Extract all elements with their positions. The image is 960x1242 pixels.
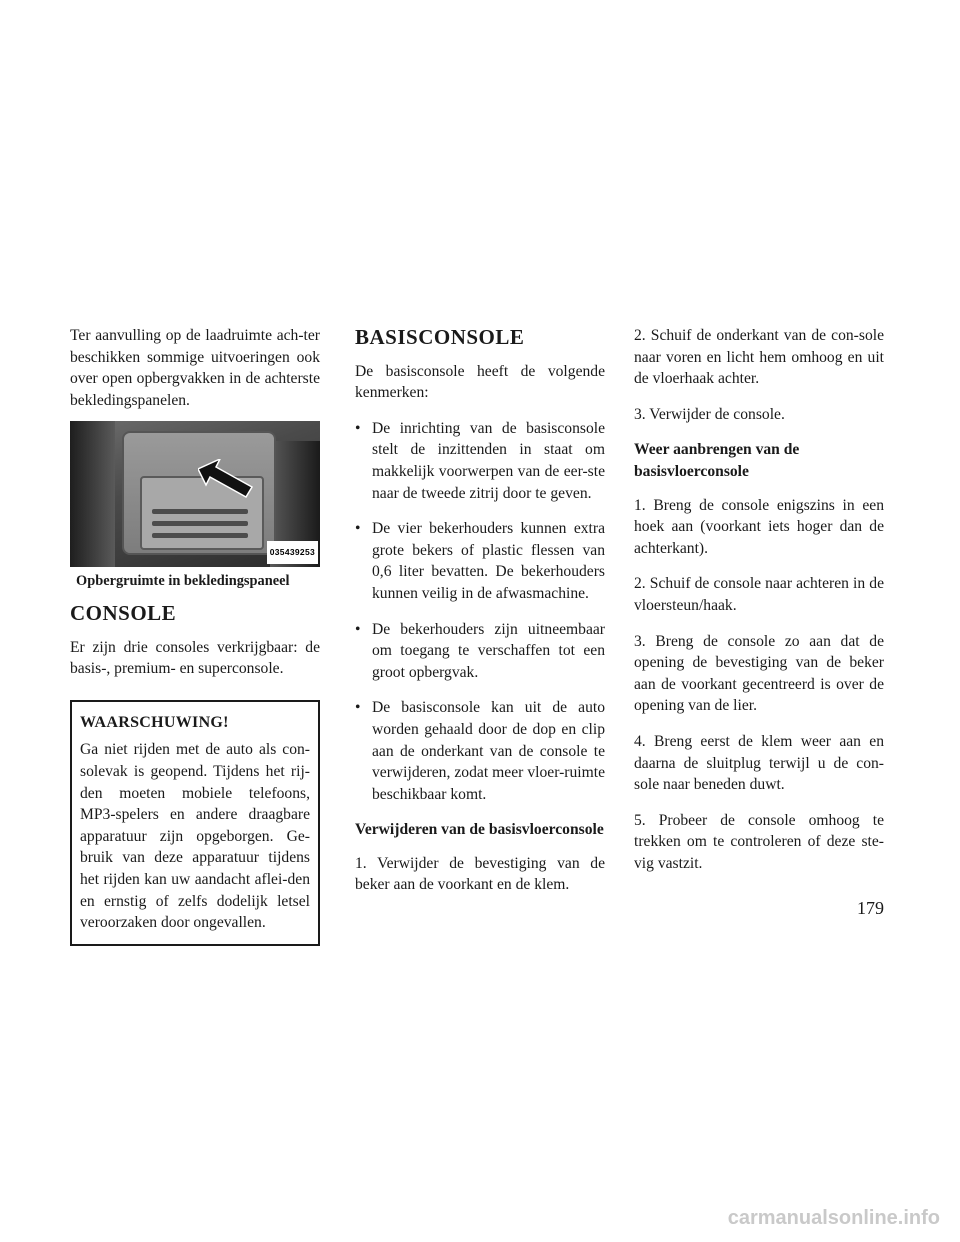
list-item-text: De basisconsole kan uit de auto worden gehaald door de dop en clip aan de onderkant van de console te verwijderen, zodat meer vloer-ruimte beschikbaar komt. [372, 699, 605, 803]
bullet-icon: • [355, 699, 361, 717]
bullet-icon: • [355, 520, 361, 538]
image-code: 035439253 [267, 541, 318, 565]
column-middle [355, 325, 605, 910]
reinstall-step: 4. Breng eerst de klem weer aan en daarna de sluitplug terwijl u de con-sole naar beneden duwt. [634, 732, 884, 794]
list-item [355, 518, 605, 604]
watermark: carmanualsonline.info [727, 1207, 940, 1229]
list-item-text: De bekerhouders zijn uitneembaar om toegang te verschaffen tot een groot opbergvak. [372, 620, 605, 681]
photo-slot [152, 509, 248, 514]
subheading-reinstall: Weer aanbrengen van de basisvloerconsole [634, 441, 800, 480]
reinstall-step: 2. Schuif de console naar achteren in de vloersteun/haak. [634, 575, 884, 614]
photo-slot [152, 521, 248, 526]
page-number: 179 [857, 898, 884, 918]
intro-paragraph: Ter aanvulling op de laadruimte ach-ter beschikken sommige uitvoeringen ook over open opbergvakken in de achterste bekledingspanelen. [70, 327, 320, 409]
subheading-removal: Verwijderen van de basisvloerconsole [355, 821, 604, 839]
removal-step: 3. Verwijder de console. [634, 405, 785, 423]
basisconsole-intro: De basisconsole heeft de volgende kenmerken: [355, 362, 605, 402]
bullet-icon: • [355, 419, 361, 437]
column-left [70, 325, 320, 946]
list-item [355, 697, 605, 805]
bullet-icon: • [355, 620, 361, 638]
warning-title: WAARSCHUWING! [80, 713, 229, 731]
warning-box [70, 700, 320, 946]
section-heading-console: CONSOLE [70, 600, 177, 625]
image-caption: Opbergruimte in bekledingspaneel [76, 573, 290, 590]
list-item [355, 418, 605, 504]
reinstall-step: 5. Probeer de console omhoog te trekken om te controleren of deze ste-vig vastzit. [634, 811, 884, 872]
arrow-icon [198, 459, 254, 499]
section-heading-basisconsole: BASISCONSOLE [355, 325, 525, 349]
reinstall-step: 3. Breng de console zo aan dat de opening de bevestiging van de beker aan de voorkant gecentreerd is over de opening van de lier. [634, 632, 884, 715]
storage-panel-photo [70, 421, 320, 567]
warning-text: Ga niet rijden met de auto als con-solevak is geopend. Tijdens het rij-den moeten mobiele telefoons, MP3-spelers en andere draagbare apparatuur zijn opgeborgen. Ge-bruik van deze apparatuur tijdens het rijden kan uw aandacht aflei-den en ernstig of zelfs dodelijk letsel veroorzaken door ongevallen. [80, 741, 310, 932]
column-right [634, 325, 884, 888]
list-item-text: De vier bekerhouders kunnen extra grote bekers of plastic flessen van 0,6 liter bevatten. De bekerhouders kunnen veilig in de afwasmachine. [372, 520, 605, 602]
list-item-text: De inrichting van de basisconsole stelt de inzittenden in staat om makkelijk voorwerpen van de eer-ste naar de tweede zitrij door te geven. [372, 419, 605, 502]
feature-list [355, 418, 605, 806]
removal-step: 1. Verwijder de bevestiging van de beker aan de voorkant en de klem. [355, 854, 605, 894]
removal-step: 2. Schuif de onderkant van de con-sole naar voren en licht hem omhoog en uit de vloerhaak achter. [634, 327, 884, 388]
list-item [355, 619, 605, 684]
reinstall-step: 1. Breng de console enigszins in een hoek aan (voorkant iets hoger dan de achterkant). [634, 496, 884, 557]
photo-left-trim [70, 421, 115, 567]
photo-slot [152, 533, 248, 538]
console-paragraph: Er zijn drie consoles verkrijgbaar: de basis-, premium- en superconsole. [70, 638, 320, 678]
